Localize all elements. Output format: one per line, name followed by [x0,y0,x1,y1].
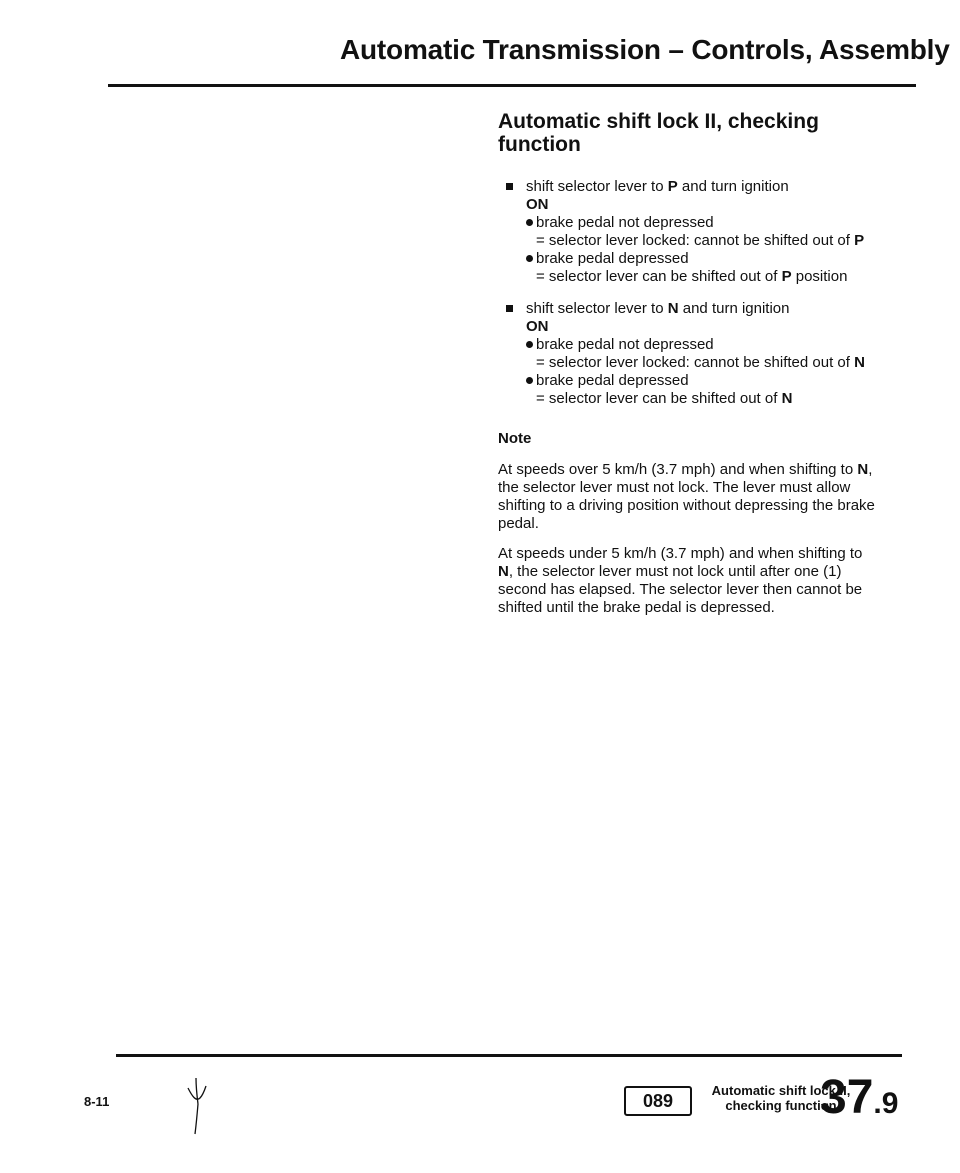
footer-rule [116,1054,902,1057]
step-1-case-1-result-pos: P [854,232,865,249]
note-p2-a: At speeds under 5 km/h (3.7 mph) and when shifting to [498,545,863,562]
main-content [498,110,878,629]
step-1-case-2 [506,250,878,268]
step-2-on-label: ON [526,318,549,335]
step-2-case-2-condition: brake pedal depressed [536,372,689,389]
step-2-case-1-condition: brake pedal not depressed [536,336,714,353]
step-1-case-1-result [506,232,878,250]
note-paragraph-1 [498,461,878,533]
note-p2-c: , the selector lever must not lock until after one (1) second has elapsed. The selector lever then cannot be shifted until the brake pedal is depressed. [498,563,863,616]
step-2-case-2 [506,372,878,390]
step-1-case-2-result-pos: P [781,268,792,285]
step-2-position: N [667,300,679,317]
step-1-position: P [667,178,678,195]
step-2-case-1-result-pos: N [854,354,865,371]
step-1-case-2-condition: brake pedal depressed [536,250,689,267]
note-p1-a: At speeds over 5 km/h (3.7 mph) and when shifting to [498,461,858,478]
note-paragraph-2 [498,545,878,617]
step-2-case-2-result-text: = selector lever can be shifted out of [536,390,782,407]
note-p2-b: N [498,563,509,580]
section-title [498,110,878,156]
step-1-on-label: ON [526,196,549,213]
note-title: Note [498,430,532,447]
step-1-pre: shift selector lever to [526,178,668,195]
round-bullet-icon [526,255,533,262]
step-1-case-2-result-text: = selector lever can be shifted out of [536,268,782,285]
step-1-case-1-result-text: = selector lever locked: cannot be shifted out of [536,232,855,249]
page-number-left: 8-11 [84,1094,110,1109]
page-header-title: Automatic Transmission – Controls, Assembly [340,34,950,65]
footer-caption-line1: Automatic shift lock II, [711,1083,851,1098]
step-1-case-1-condition: brake pedal not depressed [536,214,714,231]
section-title-line2: function [498,133,581,156]
signature-mark-icon [182,1076,212,1136]
step-2-case-1-result-text: = selector lever locked: cannot be shifted out of [536,354,855,371]
step-1-case-2-result [506,268,878,286]
section-number-major: 37 [820,1071,874,1124]
section-number-minor: .9 [873,1087,899,1120]
step-2-case-1-result [506,354,878,372]
section-number [820,1072,898,1124]
step-2-case-2-result-pos: N [781,390,793,407]
document-code-box: 089 [624,1086,692,1116]
step-1-instruction [506,178,878,196]
step-2-pre: shift selector lever to [526,300,668,317]
step-1 [506,178,878,286]
round-bullet-icon [526,219,533,226]
step-1-case-2-result-tail: position [791,268,848,285]
step-2-instruction [506,300,878,318]
header-rule [108,84,916,87]
step-1-case-1 [506,214,878,232]
footer-caption-line2: checking function [725,1098,837,1113]
step-2-post: and turn ignition [678,300,790,317]
note-p1-c: , the selector lever must not lock. The lever must allow shifting to a driving position without depressing the brake pedal. [498,461,875,532]
square-bullet-icon [506,305,513,312]
square-bullet-icon [506,183,513,190]
step-2 [506,300,878,408]
step-1-post: and turn ignition [677,178,789,195]
section-title-line1: Automatic shift lock II, checking [498,110,819,133]
round-bullet-icon [526,341,533,348]
round-bullet-icon [526,377,533,384]
step-2-case-2-result [506,390,878,408]
note-p1-b: N [857,461,869,478]
step-2-case-1 [506,336,878,354]
